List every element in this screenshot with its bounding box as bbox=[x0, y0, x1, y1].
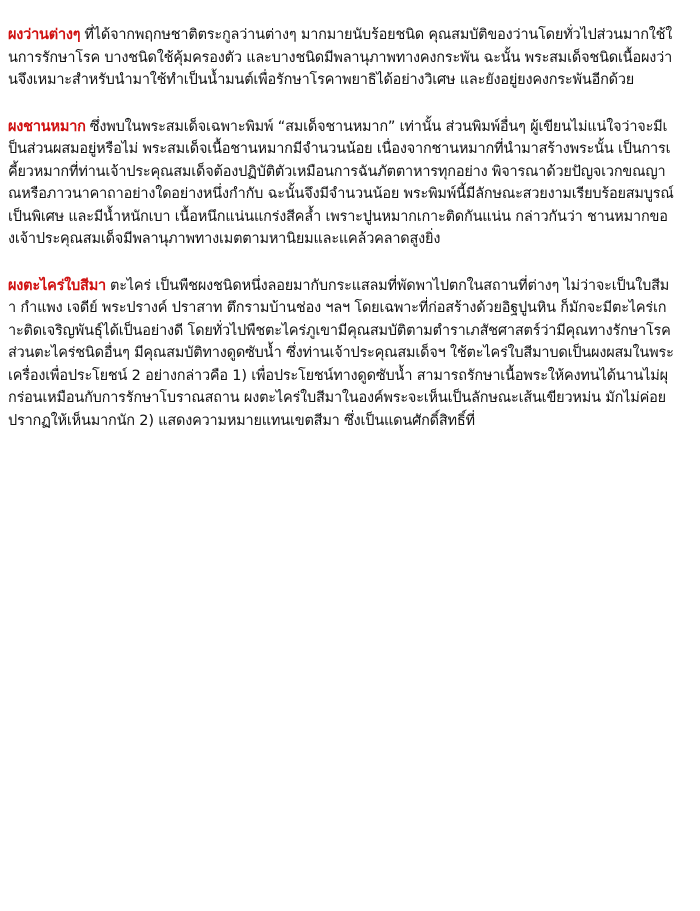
paragraph-text: ซึ่งพบในพระสมเด็จเฉพาะพิมพ์ “สมเด็จชานหมาก” เท่านั้น ส่วนพิมพ์อื่นๆ ผู้เขียนไม่แน่ใจว่าจะมีเป็นส่วนผสมอยู่หรือไม่ พระสมเด็จเนื้อชานหมากมีจำนวนน้อย เนื่องจากชานหมากที่นำมาสร้างพระนั้น เป็นการเคี้ยวหมากที่ท่านเจ้าประคุณสมเด็จต้องปฏิบัติตัวเหมือนการฉันภัตตาหารทุกอย่าง พิจารณาด้วยปัญจเวกขณญาณหรือภาวนาคาถาอย่างใดอย่างหนึ่งกำกับ ฉะนั้นจึงมีจำนวนน้อย พระพิมพ์นี้มีลักษณะสวยงามเรียบร้อยสมบูรณ์เป็นพิเศษ และมีน้ำหนักเบา เนื้อหนึกแน่นแกร่งสีคล้ำ เพราะปูนหมากเกาะติดกันแน่น กล่าวกันว่า ชานหมากของเจ้าประคุณสมเด็จมีพลานุภาพทางเมตตามหานิยมและแคล้วคลาดสูงยิ่ง bbox=[8, 118, 674, 247]
paragraph-heading: ผงชานหมาก bbox=[8, 118, 86, 135]
paragraph-heading: ผงตะไคร่ใบสีมา bbox=[8, 277, 106, 294]
article-body bbox=[8, 24, 674, 498]
paragraph-moss-powder bbox=[8, 275, 674, 433]
paragraph-betel-powder bbox=[8, 116, 674, 251]
paragraph-herbal-powder bbox=[8, 24, 674, 92]
paragraph-text: ที่ได้จากพฤกษชาติตระกูลว่านต่างๆ มากมายนับร้อยชนิด คุณสมบัติของว่านโดยทั่วไปส่วนมากใช้ในการรักษาโรค บางชนิดใช้คุ้มครองตัว และบางชนิดมีพลานุภาพทางคงกระพัน ฉะนั้น พระสมเด็จชนิดเนื้อผงว่านจึงเหมาะสำหรับนำมาใช้ทำเป็นน้ำมนต์เพื่อรักษาโรคาพยาธิได้อย่างวิเศษ และยังอยู่ยงคงกระพันอีกด้วย bbox=[8, 27, 673, 88]
paragraph-text: ตะไคร่ เป็นพืชผงชนิดหนึ่งลอยมากับกระแสลมที่พัดพาไปตกในสถานที่ต่างๆ ไม่ว่าจะเป็นใบสีมา กำแพง เจดีย์ พระปรางค์ ปราสาท ตึกรามบ้านช่อง ฯลฯ โดยเฉพาะที่ก่อสร้างด้วยอิฐปูนหิน ก็มักจะมีตะไคร่เกาะติดเจริญพันธุ์ได้เป็นอย่างดี โดยทั่วไปพืชตะไคร่ภูเขามีคุณสมบัติตามตำราเภสัชศาสตร์ว่ามีคุณทางรักษาโรค ส่วนตะไคร่ชนิดอื่นๆ มีคุณสมบัติทางดูดซับน้ำ ซึ่งท่านเจ้าประคุณสมเด็จฯ ใช้ตะไคร่ใบสีมาบดเป็นผงผสมในพระเครื่องเพื่อประโยชน์ 2 อย่างกล่าวคือ 1) เพื่อประโยชน์ทางดูดซับน้ำ สามารถรักษาเนื้อพระให้คงทนได้นานไม่ผุกร่อนเหมือนกับการรักษาโบราณสถาน ผงตะไคร่ใบสีมาในองค์พระจะเห็นเป็นลักษณะเส้นเขียวหม่น มักไม่ค่อยปรากฏให้เห็นมากนัก 2) แสดงความหมายแทนเขตสีมา ซึ่งเป็นแดนศักดิ์สิทธิ์ที่ bbox=[8, 277, 674, 429]
paragraph-heading: ผงว่านต่างๆ bbox=[8, 27, 81, 43]
